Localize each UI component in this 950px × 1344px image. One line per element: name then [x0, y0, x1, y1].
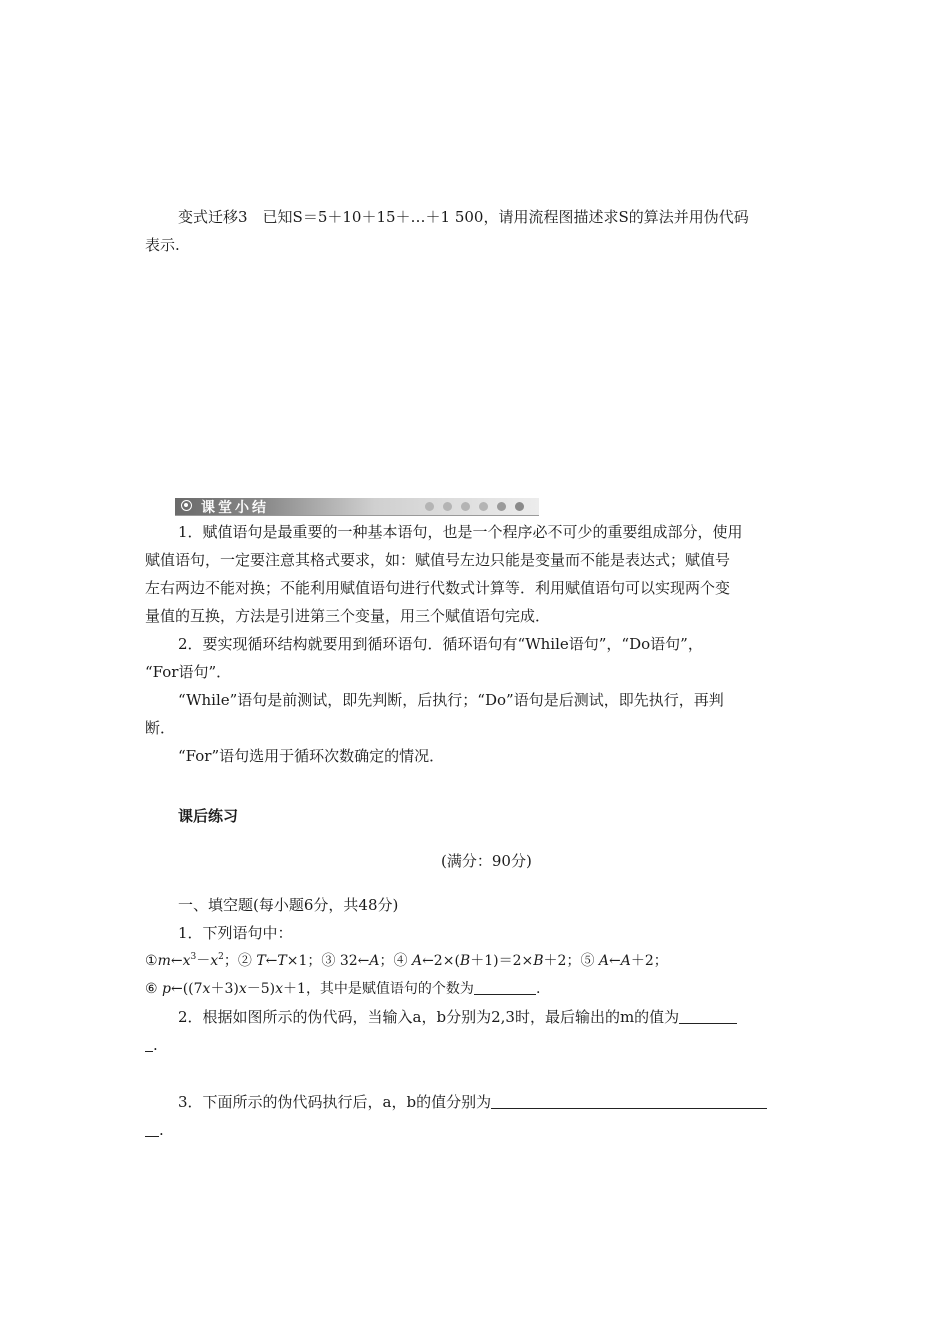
- practice-heading: 课后练习: [178, 807, 239, 825]
- answer-blank-2[interactable]: [679, 1009, 737, 1024]
- circle-bullet-icon: [181, 500, 192, 511]
- summary-p3-line-1: “While”语句是前测试，即先判断，后执行；“Do”语句是后测试，即先执行，再判: [178, 691, 724, 709]
- answer-blank-1[interactable]: [474, 980, 536, 995]
- question-2-line-2: .: [145, 1035, 158, 1055]
- question-1-statements-line-2: ⑥ p←((7x＋3)x－5)x＋1，其中是赋值语句的个数为 .: [145, 981, 541, 997]
- summary-p3-line-2: 断．: [145, 719, 176, 737]
- question-1-tail: ，其中是赋值语句的个数为: [305, 981, 474, 997]
- decorative-dot-icon: [479, 502, 488, 511]
- summary-banner: [175, 498, 539, 516]
- question-1-intro: 1．下列语句中：: [178, 924, 293, 942]
- answer-blank-3-cont[interactable]: [145, 1122, 159, 1137]
- summary-p1-line-2: 赋值语句，一定要注意其格式要求，如：赋值号左边只能是变量而不能是表达式；赋值号: [145, 551, 731, 569]
- decorative-dot-icon: [497, 502, 506, 511]
- summary-p2-line-2: “For语句”．: [145, 663, 232, 681]
- question-2-line-1: 2．根据如图所示的伪代码，当输入a，b分别为2,3时，最后输出的m的值为: [178, 1007, 737, 1027]
- question-3-line-2: .: [145, 1120, 164, 1140]
- decorative-dot-icon: [425, 502, 434, 511]
- summary-p1-line-3: 左右两边不能对换；不能利用赋值语句进行代数式计算等．利用赋值语句可以实现两个变: [145, 579, 731, 597]
- decorative-dot-icon: [461, 502, 470, 511]
- variant-problem-line-2: 表示.: [145, 236, 180, 254]
- question-3-line-1: 3．下面所示的伪代码执行后，a，b的值分别为: [178, 1092, 767, 1112]
- decorative-dot-icon: [443, 502, 452, 511]
- variant-problem-line-1: 变式迁移3 已知S＝5＋10＋15＋…＋1 500，请用流程图描述求S的算法并用伪代码: [178, 208, 749, 226]
- summary-p1-line-1: 1．赋值语句是最重要的一种基本语句，也是一个程序必不可少的重要组成部分，使用: [178, 523, 743, 541]
- answer-blank-2-cont[interactable]: [145, 1037, 153, 1052]
- summary-p1-line-4: 量值的互换，方法是引进第三个变量，用三个赋值语句完成．: [145, 607, 551, 625]
- summary-p2-line-1: 2．要实现循环结构就要用到循环语句．循环语句有“While语句”，“Do语句”，: [178, 635, 703, 653]
- summary-banner-title: 课堂小结: [201, 500, 269, 516]
- summary-p4: “For”语句选用于循环次数确定的情况．: [178, 747, 445, 765]
- answer-blank-3[interactable]: [491, 1094, 767, 1109]
- full-score: (满分：90分): [441, 852, 532, 870]
- question-1-statements-line-1: $①m\leftarrow x^3-x^2$；② T←T×1；③ 32←A；④ A←2×(B＋1)＝2×B＋2；⑤ A←A＋2；: [145, 952, 668, 969]
- decorative-dot-icon: [515, 502, 524, 511]
- section-fill-in: 一、填空题(每小题6分，共48分): [178, 896, 399, 914]
